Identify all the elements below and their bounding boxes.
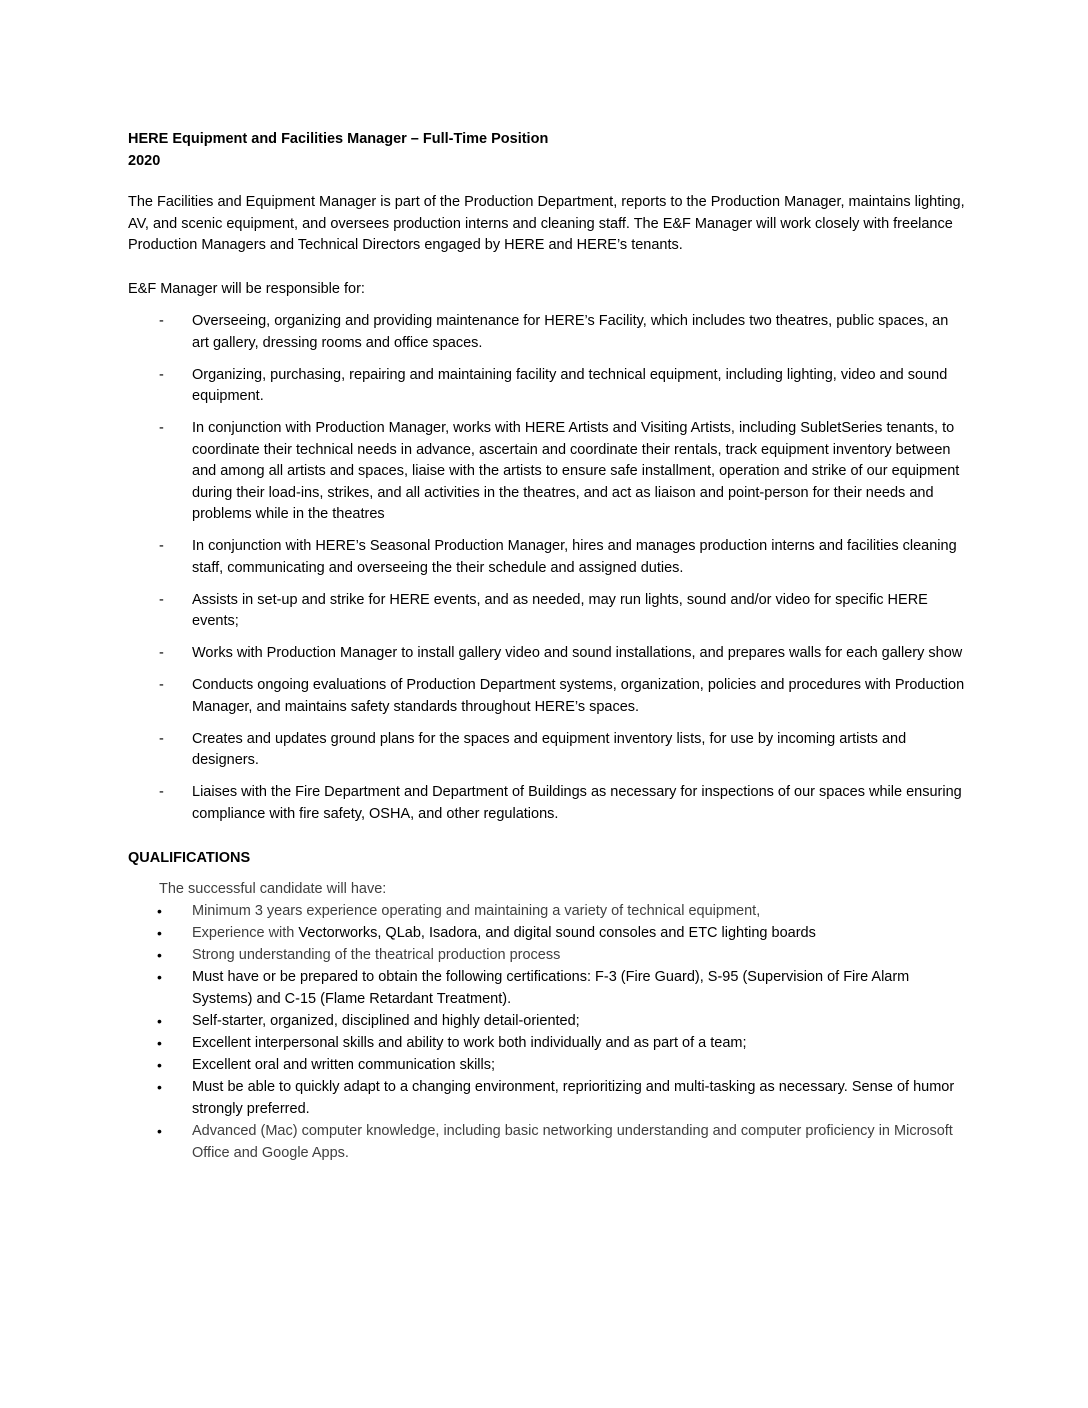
bullet-dot: • [157, 1056, 162, 1073]
responsibility-item [128, 536, 968, 579]
responsibility-item [128, 675, 968, 718]
dash-bullet: - [159, 730, 164, 747]
responsibility-text: In conjunction with Production Manager, works with HERE Artists and Visiting Artists, including SubletSeries tenants, to coordinate their technical needs in advance, ascertain and coordinate their rentals, track equipment inventory between and among all artists and spaces, liaise with the artists to ensure safe installment, operation and strike of our equipment during their load-ins, strikes, and all activities in the theatres, and act as liaison and point-person for their needs and problems while in the theatres [192, 420, 960, 522]
intro-paragraph: The Facilities and Equipment Manager is part of the Production Department, reports to the Production Manager, maintains lighting, AV, and scenic equipment, and oversees production interns and cleaning staff. The E&F Manager will work closely with freelance Production Managers and Technical Directors engaged by HERE and HERE’s tenants. [128, 194, 965, 253]
title-line-2: 2020 [128, 152, 161, 169]
responsibility-item [128, 365, 968, 408]
responsibility-text: Assists in set-up and strike for HERE events, and as needed, may run lights, sound and/or video for specific HERE events; [192, 591, 928, 629]
responsibility-item [128, 590, 968, 633]
responsibility-text: In conjunction with HERE’s Seasonal Production Manager, hires and manages production interns and facilities cleaning staff, communicating and overseeing the their schedule and assigned duties. [192, 538, 957, 576]
responsibilities-list [128, 311, 968, 825]
bullet-dot: • [157, 946, 162, 963]
qualification-item [128, 900, 968, 922]
qualification-item [128, 1010, 968, 1032]
qualification-item [128, 922, 968, 944]
qualification-text-secondary: Experience with [192, 924, 299, 941]
dash-bullet: - [159, 645, 164, 661]
dash-bullet: - [159, 677, 164, 693]
dash-bullet: - [159, 420, 164, 436]
responsibility-item [128, 729, 968, 772]
qualification-item [128, 944, 968, 966]
qualification-text: Vectorworks, QLab, Isadora, and digital sound consoles and ETC lighting boards [298, 924, 816, 941]
dash-bullet: - [159, 591, 164, 608]
qualification-text-secondary: Minimum 3 years experience operating and maintaining a variety of technical equipment, [192, 902, 761, 919]
qualification-item [128, 1120, 968, 1164]
bullet-dot: • [157, 902, 162, 919]
qualifications-list [128, 900, 968, 1164]
qualification-text: Self-starter, organized, disciplined and highly detail-oriented; [192, 1012, 580, 1029]
dash-bullet: - [159, 366, 164, 383]
qualification-text-secondary: Advanced (Mac) computer knowledge, including basic networking understanding and computer proficiency in Microsoft Office and Google Apps. [192, 1122, 953, 1161]
bullet-dot: • [157, 968, 162, 985]
qualification-item [128, 966, 968, 1010]
dash-bullet: - [159, 313, 164, 329]
responsibilities-lead: E&F Manager will be responsible for: [128, 280, 365, 297]
responsibility-text: Overseeing, organizing and providing maintenance for HERE’s Facility, which includes two theatres, public spaces, an art gallery, dressing rooms and office spaces. [192, 313, 949, 351]
document-page [128, 129, 968, 1164]
dash-bullet: - [159, 538, 164, 554]
qualification-text: Must have or be prepared to obtain the following certifications: F-3 (Fire Guard), S-95 (Supervision of Fire Alarm Systems) and C-15 (Flame Retardant Treatment). [192, 968, 910, 1007]
qualifications-intro: The successful candidate will have: [159, 880, 387, 897]
responsibility-text: Liaises with the Fire Department and Department of Buildings as necessary for inspections of our spaces while ensuring compliance with fire safety, OSHA, and other regulations. [192, 784, 962, 822]
responsibility-item [128, 311, 968, 354]
qualification-text: Must be able to quickly adapt to a changing environment, reprioritizing and multi-tasking as necessary. Sense of humor strongly preferred. [192, 1078, 955, 1117]
responsibility-text: Organizing, purchasing, repairing and maintaining facility and technical equipment, including lighting, video and sound equipment. [192, 366, 948, 404]
responsibility-text: Works with Production Manager to install gallery video and sound installations, and prepares walls for each gallery show [192, 645, 963, 661]
responsibility-item [128, 782, 968, 825]
document-title [128, 129, 968, 172]
bullet-dot: • [157, 1012, 162, 1029]
responsibility-text: Creates and updates ground plans for the spaces and equipment inventory lists, for use by incoming artists and designers. [192, 730, 907, 768]
qualification-text: Excellent interpersonal skills and ability to work both individually and as part of a team; [192, 1034, 747, 1051]
responsibility-text: Conducts ongoing evaluations of Production Department systems, organization, policies and procedures with Production Manager, and maintains safety standards throughout HERE’s spaces. [192, 677, 965, 715]
title-line-1: HERE Equipment and Facilities Manager – Full-Time Position [128, 131, 549, 147]
qualification-item [128, 1054, 968, 1076]
bullet-dot: • [157, 1034, 162, 1051]
qualification-item [128, 1032, 968, 1054]
responsibility-item [128, 418, 968, 526]
qualification-text-secondary: Strong understanding of the theatrical production process [192, 946, 561, 963]
bullet-dot: • [157, 924, 162, 941]
bullet-dot: • [157, 1078, 162, 1095]
qualifications-heading: QUALIFICATIONS [128, 850, 251, 866]
dash-bullet: - [159, 784, 164, 800]
responsibility-item [128, 643, 968, 665]
qualification-text: Excellent oral and written communication skills; [192, 1056, 496, 1073]
qualification-item [128, 1076, 968, 1120]
bullet-dot: • [157, 1122, 162, 1139]
